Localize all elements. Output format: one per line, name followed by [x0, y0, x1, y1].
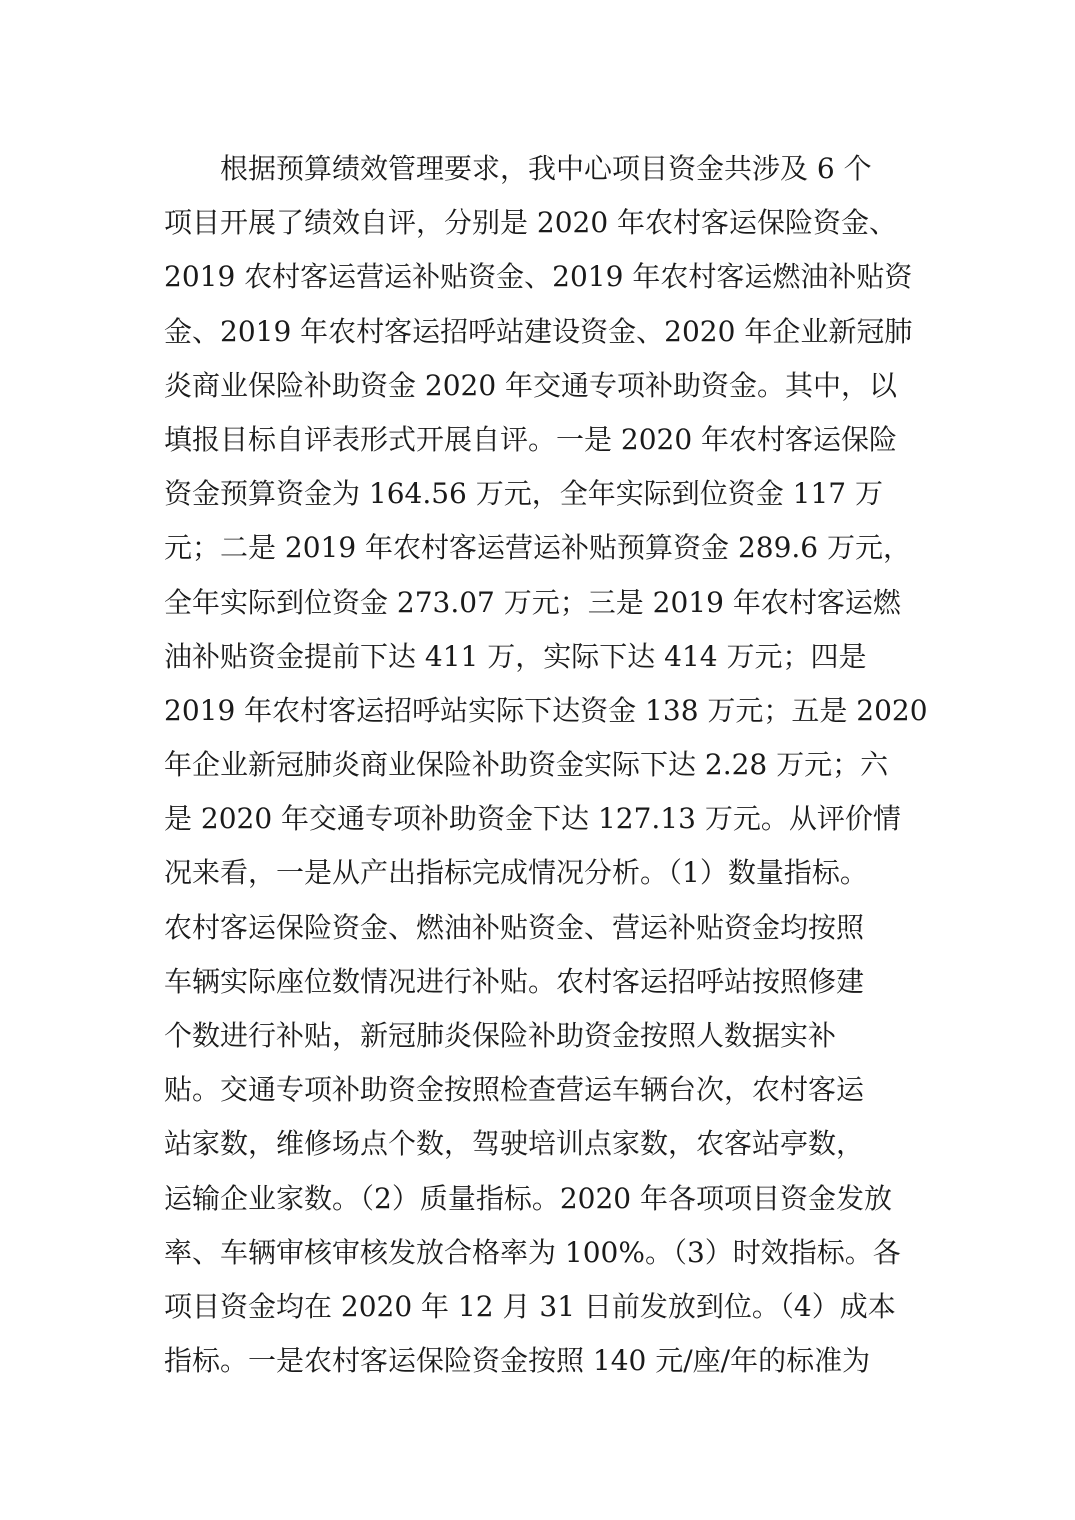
paragraph-line: 指标。一是农村客运保险资金按照 140 元/座/年的标准为 [164, 1344, 871, 1378]
body-paragraph [164, 142, 928, 1388]
paragraph-line: 2019 农村客运营运补贴资金、2019 年农村客运燃油补贴资 [164, 260, 913, 294]
paragraph-line: 站家数，维修场点个数，驾驶培训点家数，农客站亭数， [164, 1127, 865, 1161]
paragraph-line: 农村客运保险资金、燃油补贴资金、营运补贴资金均按照 [164, 910, 865, 944]
paragraph-line: 贴。交通专项补助资金按照检查营运车辆台次，农村客运 [164, 1073, 865, 1107]
paragraph-line: 是 2020 年交通专项补助资金下达 127.13 万元。从评价情 [164, 802, 901, 836]
paragraph-line: 年企业新冠肺炎商业保险补助资金实际下达 2.28 万元；六 [164, 748, 889, 782]
paragraph-line: 炎商业保险补助资金 2020 年交通专项补助资金。其中，以 [164, 368, 898, 402]
paragraph-line: 2019 年农村客运招呼站实际下达资金 138 万元；五是 2020 [164, 693, 928, 727]
paragraph-line: 全年实际到位资金 273.07 万元；三是 2019 年农村客运燃 [164, 585, 901, 619]
paragraph-line: 根据预算绩效管理要求，我中心项目资金共涉及 6 个 [220, 152, 872, 185]
paragraph-line: 况来看，一是从产出指标完成情况分析。（1）数量指标。 [164, 856, 868, 890]
paragraph-line: 个数进行补贴，新冠肺炎保险补助资金按照人数据实补 [164, 1019, 837, 1052]
paragraph-line: 率、车辆审核审核发放合格率为 100%。（3）时效指标。各 [164, 1235, 901, 1269]
paragraph-line: 车辆实际座位数情况进行补贴。农村客运招呼站按照修建 [164, 964, 865, 998]
paragraph-line: 运输企业家数。（2）质量指标。2020 年各项项目资金发放 [164, 1181, 892, 1215]
paragraph-line: 元；二是 2019 年农村客运营运补贴预算资金 289.6 万元， [164, 531, 912, 565]
paragraph-line: 项目开展了绩效自评，分别是 2020 年农村客运保险资金、 [164, 206, 898, 240]
paragraph-line: 油补贴资金提前下达 411 万，实际下达 414 万元；四是 [164, 639, 867, 673]
paragraph-line: 资金预算资金为 164.56 万元，全年实际到位资金 117 万 [164, 477, 884, 511]
paragraph-line: 项目资金均在 2020 年 12 月 31 日前发放到位。（4）成本 [164, 1289, 896, 1323]
paragraph-line: 金、2019 年农村客运招呼站建设资金、2020 年企业新冠肺 [164, 314, 913, 348]
paragraph-line: 填报目标自评表形式开展自评。一是 2020 年农村客运保险 [164, 422, 898, 456]
